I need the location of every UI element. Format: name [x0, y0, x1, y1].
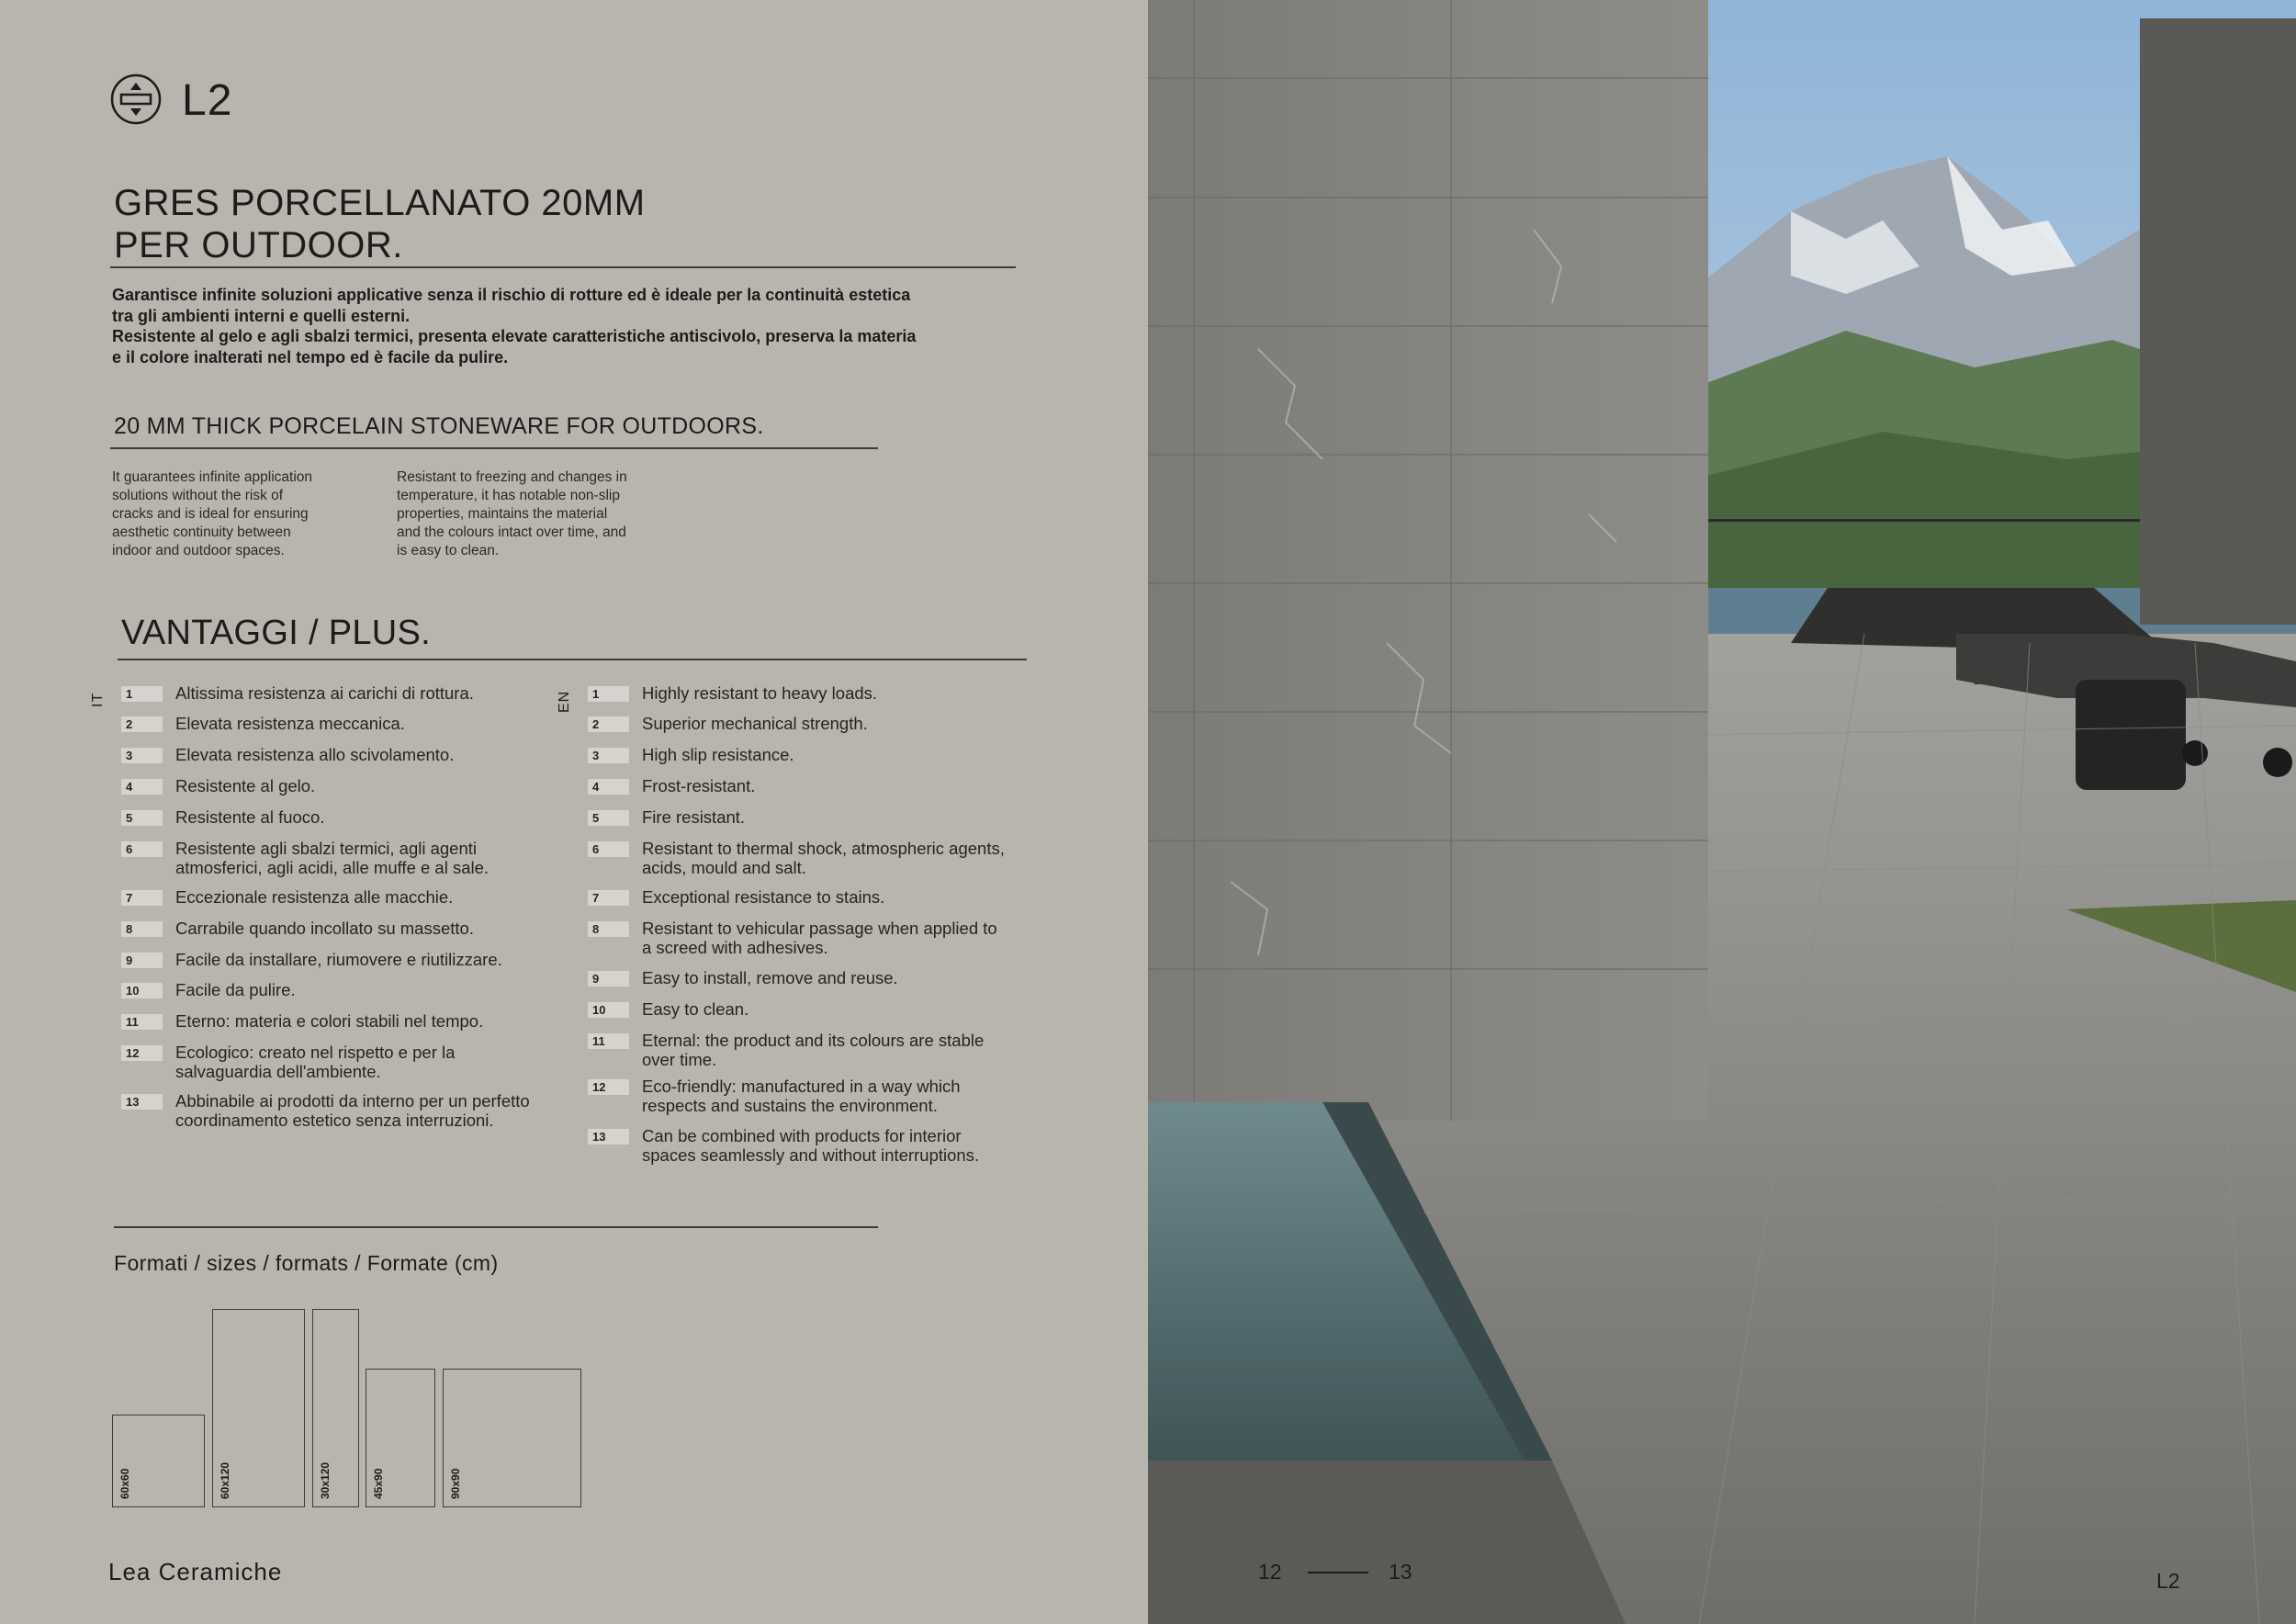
advantage-number: 9: [121, 953, 163, 968]
advantage-number: 1: [588, 686, 629, 702]
advantage-text: Easy to clean.: [642, 999, 749, 1019]
advantage-number: 5: [121, 810, 163, 826]
advantage-number: 6: [121, 841, 163, 857]
advantage-text: Ecologico: creato nel rispetto e per la salvaguardia dell'ambiente.: [175, 1043, 456, 1081]
advantage-number: 4: [121, 779, 163, 795]
collection-code-footer: L2: [2156, 1569, 2180, 1593]
advantage-number: 11: [588, 1033, 629, 1049]
advantage-item: [121, 981, 543, 1000]
advantage-number: 4: [588, 779, 629, 795]
title-italian: GRES PORCELLANATO 20MM PER OUTDOOR.: [114, 183, 646, 265]
advantage-number: 7: [588, 890, 629, 906]
advantage-text: Fire resistant.: [642, 807, 746, 827]
outdoor-terrace-image: [1148, 0, 2296, 1624]
page-number-right: 13: [1389, 1560, 1412, 1584]
lang-tag-it: IT: [90, 692, 106, 707]
advantage-number: 7: [121, 890, 163, 906]
formats-label: Formati / sizes / formats / Formate (cm): [114, 1251, 499, 1275]
advantage-text: Facile da installare, riumovere e riutilizzare.: [175, 950, 502, 969]
advantage-item: [121, 684, 543, 704]
english-col-2: Resistant to freezing and changes in temperature, it has notable non-slip properties, maintains the material and the colours intact over time, and is easy to clean.: [397, 469, 627, 558]
advantage-item: [588, 777, 1009, 796]
advantage-text: High slip resistance.: [642, 745, 794, 764]
lang-tag-en: EN: [557, 690, 572, 713]
advantage-text: Elevata resistenza meccanica.: [175, 714, 405, 733]
advantage-item: [588, 888, 1009, 908]
advantage-text: Eternal: the product and its colours are stable over time.: [642, 1031, 985, 1069]
advantage-item: [121, 919, 543, 939]
advantages-rule: [118, 659, 1027, 660]
advantage-text: Carrabile quando incollato su massetto.: [175, 919, 474, 938]
advantage-item: [588, 919, 1009, 957]
lead-italian: Garantisce infinite soluzioni applicative senza il rischio di rotture ed è ideale per la continuità estetica tra gli ambienti interni e quelli esterni. Resistente al gelo e agli sbalzi termici, presenta elevate caratteristiche antiscivolo, preserva la materia e il colore inalterati nel tempo ed è facile da pulire.: [112, 286, 917, 367]
advantage-number: 10: [588, 1002, 629, 1018]
advantage-item: [588, 969, 1009, 988]
format-30x120: 30x120: [312, 1309, 359, 1507]
advantage-item: [121, 808, 543, 828]
formats-rule: [114, 1226, 878, 1228]
advantage-text: Eterno: materia e colori stabili nel tempo.: [175, 1011, 484, 1031]
title-rule: [110, 266, 1016, 268]
advantage-text: Exceptional resistance to stains.: [642, 887, 885, 907]
advantage-text: Frost-resistant.: [642, 776, 756, 795]
advantage-text: Superior mechanical strength.: [642, 714, 868, 733]
advantage-item: [121, 746, 543, 765]
advantage-item: [588, 746, 1009, 765]
advantage-item: [588, 715, 1009, 734]
advantage-text: Highly resistant to heavy loads.: [642, 683, 878, 703]
advantage-number: 13: [588, 1129, 629, 1145]
advantage-text: Resistant to thermal shock, atmospheric agents, acids, mould and salt.: [642, 839, 1005, 877]
advantage-item: [121, 1012, 543, 1032]
advantage-number: 12: [588, 1079, 629, 1095]
advantage-number: 3: [588, 748, 629, 763]
advantage-item: [121, 715, 543, 734]
advantages-title: VANTAGGI / PLUS.: [121, 614, 432, 652]
advantage-item: [588, 840, 1009, 877]
advantage-item: [588, 1032, 1009, 1069]
format-45x90: 45x90: [366, 1369, 435, 1507]
collection-code: L2: [182, 76, 233, 125]
advantage-text: Can be combined with products for interior spaces seamlessly and without interruptions.: [642, 1126, 980, 1165]
advantage-text: Eco-friendly: manufactured in a way which respects and sustains the environment.: [642, 1077, 961, 1115]
advantage-number: 8: [588, 921, 629, 937]
thickness-icon: [110, 73, 162, 125]
page-separator: [1308, 1572, 1368, 1573]
brand-logo: Lea Ceramiche: [108, 1558, 283, 1585]
advantage-item: [588, 808, 1009, 828]
advantage-text: Resistente agli sbalzi termici, agli agenti atmosferici, agli acidi, alle muffe e al sale.: [175, 839, 490, 877]
advantage-item: [588, 684, 1009, 704]
advantage-item: [121, 1092, 543, 1130]
advantage-item: [588, 1000, 1009, 1020]
advantage-item: [588, 1077, 1009, 1115]
advantage-number: 11: [121, 1014, 163, 1030]
advantage-number: 5: [588, 810, 629, 826]
advantage-text: Facile da pulire.: [175, 980, 296, 999]
advantage-number: 6: [588, 841, 629, 857]
title-en-rule: [110, 447, 878, 449]
advantage-number: 10: [121, 983, 163, 998]
advantage-text: Resistant to vehicular passage when applied to a screed with adhesives.: [642, 919, 997, 957]
advantage-number: 13: [121, 1094, 163, 1110]
format-60x60: 60x60: [112, 1415, 205, 1507]
advantage-item: [588, 1127, 1009, 1165]
advantage-text: Abbinabile ai prodotti da interno per un perfetto coordinamento estetico senza interruzioni.: [175, 1091, 530, 1130]
title-english: 20 MM THICK PORCELAIN STONEWARE FOR OUTDOORS.: [114, 413, 764, 439]
advantage-text: Elevata resistenza allo scivolamento.: [175, 745, 455, 764]
advantage-item: [121, 840, 543, 877]
english-col-1: It guarantees infinite application solutions without the risk of cracks and is ideal for ensuring aesthetic continuity between indoor and outdoor spaces.: [112, 469, 313, 558]
advantage-number: 1: [121, 686, 163, 702]
advantage-number: 12: [121, 1045, 163, 1061]
advantage-text: Eccezionale resistenza alle macchie.: [175, 887, 454, 907]
lifestyle-photo: [1148, 0, 2296, 1624]
advantage-text: Easy to install, remove and reuse.: [642, 968, 898, 987]
advantage-item: [121, 888, 543, 908]
advantage-item: [121, 951, 543, 970]
advantage-text: Altissima resistenza ai carichi di rottura.: [175, 683, 474, 703]
advantage-number: 8: [121, 921, 163, 937]
advantage-text: Resistente al fuoco.: [175, 807, 325, 827]
advantage-number: 2: [121, 716, 163, 732]
advantage-item: [121, 1043, 543, 1081]
advantage-text: Resistente al gelo.: [175, 776, 316, 795]
advantage-number: 3: [121, 748, 163, 763]
page-number-left: 12: [1258, 1560, 1282, 1584]
format-60x120: 60x120: [212, 1309, 305, 1507]
advantage-item: [121, 777, 543, 796]
advantage-number: 9: [588, 971, 629, 987]
advantage-number: 2: [588, 716, 629, 732]
format-90x90: 90x90: [443, 1369, 581, 1507]
